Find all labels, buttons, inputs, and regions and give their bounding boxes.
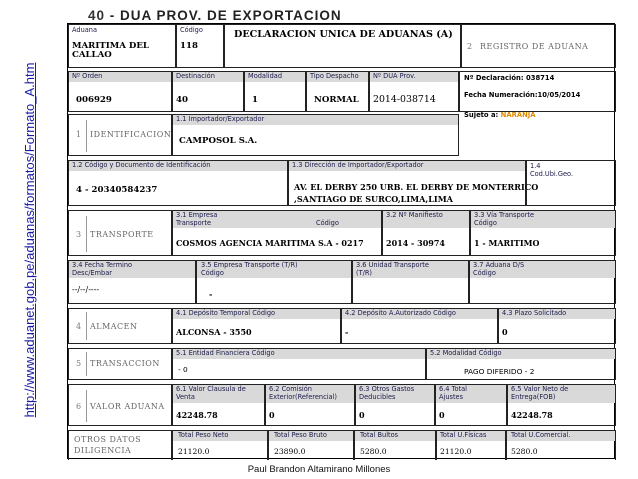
empresa-tr-label-2: Código	[201, 269, 224, 277]
codigo-doc-value: 4 - 20340584237	[76, 185, 158, 195]
peso-neto-value: 21120.0	[178, 447, 210, 456]
declaracion-label: Nº Declaración:	[464, 74, 524, 82]
clausula-label-1: 6.1 Valor Clausula de	[176, 385, 246, 393]
ucomercial-value: 5280.0	[511, 447, 538, 456]
ajustes-label-1: 6.4 Total	[439, 385, 467, 393]
manifiesto-value: 2014 - 30974	[386, 238, 445, 248]
source-url-link[interactable]: http://www.aduanet.gob.pe/aduanas/formatos/Formato_A.htm	[22, 62, 37, 418]
codigo-label: Código	[180, 26, 203, 34]
empresa-transporte-value: COSMOS AGENCIA MARITIMA S.A - 0217	[176, 238, 364, 248]
plazo-label: 4.3 Plazo Solicitado	[502, 309, 567, 317]
importador-label: 1.1 Importador/Exportador	[176, 115, 265, 123]
via-label-2: Código	[474, 219, 497, 227]
title-number: 40	[88, 8, 106, 23]
modalidad-value: 1	[252, 95, 258, 105]
peso-bruto-label: Total Peso Bruto	[274, 431, 327, 439]
via-value: 1 - MARITIMO	[474, 238, 540, 248]
sujeto-info	[464, 112, 536, 120]
deposito-temporal-label: 4.1 Depósito Temporal Código	[176, 309, 276, 317]
title-text: - DUA PROV. DE EXPORTACION	[109, 8, 342, 23]
comision-value: 0	[269, 410, 275, 420]
plazo-value: 0	[502, 327, 508, 337]
modalidad-pago-value: PAGO DIFERIDO - 2	[464, 367, 535, 376]
bultos-label: Total Bultos	[360, 431, 399, 439]
unidad-label-2: (T/R)	[356, 269, 372, 277]
section-6-number: 6	[76, 402, 82, 411]
section-1-number: 1	[76, 130, 82, 139]
document-title	[88, 8, 342, 23]
valor-aduana-label: VALOR ADUANA	[90, 402, 165, 411]
empresa-tr-label-1: 3.5 Empresa Transporte (T/R)	[201, 261, 298, 269]
direccion-label: 1.3 Dirección de Importador/Exportador	[292, 161, 424, 169]
empresa-codigo-label: Código	[316, 219, 339, 227]
otros-gastos-label-2: Deducibles	[359, 393, 396, 401]
orden-value: 006929	[76, 95, 112, 105]
codigo-doc-label: 1.2 Código y Documento de Identificación	[72, 161, 211, 169]
ufisicas-value: 21120.0	[440, 447, 472, 456]
aduana-ds-label-2: Código	[473, 269, 496, 277]
sujeto-value: NARANJA	[500, 111, 536, 119]
section-3-number: 3	[76, 230, 82, 239]
ubigeo-label-1: 1.4	[530, 162, 541, 170]
destinacion-label: Destinación	[176, 72, 215, 80]
destinacion-value: 40	[176, 95, 188, 105]
almacen-label: ALMACEN	[90, 322, 138, 331]
dua-prov-value: 2014-038714	[373, 94, 436, 105]
fecha-numeracion-info	[464, 92, 580, 100]
peso-bruto-value: 23890.0	[274, 447, 306, 456]
fecha-termino-value: --/--/----	[72, 285, 100, 294]
declaracion-value: 038714	[525, 74, 555, 82]
fecha-termino-label-1: 3.4 Fecha Termino	[72, 261, 133, 269]
modalidad-pago-label: 5.2 Modalidad Código	[430, 349, 502, 357]
tipo-despacho-label: Tipo Despacho	[310, 72, 359, 80]
ucomercial-label: Total U.Comercial.	[511, 431, 571, 439]
section-4-number: 4	[76, 322, 82, 331]
aduana-value: MARITIMA DEL CALLAO	[72, 41, 149, 61]
section-5-number: 5	[76, 359, 82, 368]
ajustes-label-2: Ajustes	[439, 393, 464, 401]
bultos-value: 5280.0	[360, 447, 387, 456]
empresa-label-1: 3.1 Empresa	[176, 211, 218, 219]
ubigeo-label-2: Cod.Ubi.Geo.	[530, 170, 574, 178]
otros-datos-label-2: DILIGENCIA	[74, 446, 132, 455]
ajustes-value: 0	[439, 410, 445, 420]
identificacion-label: IDENTIFICACION	[90, 130, 172, 139]
valor-neto-label-2: Entrega(FOB)	[511, 393, 556, 401]
comision-label-1: 6.2 Comisión	[269, 385, 312, 393]
entidad-financiera-value: - 0	[178, 365, 188, 374]
dua-form	[67, 23, 615, 459]
direccion-line-1: AV. EL DERBY 250 URB. EL DERBY DE MONTERRICO	[294, 182, 539, 192]
deposito-autorizado-value: -	[345, 327, 349, 337]
valor-neto-value: 42248.78	[511, 410, 553, 420]
transporte-label: TRANSPORTE	[90, 230, 154, 239]
sujeto-label: Sujeto a:	[464, 111, 499, 119]
otros-gastos-label-1: 6.3 Otros Gastos	[359, 385, 415, 393]
via-label-1: 3.3 Vía Transporte	[474, 211, 535, 219]
deposito-autorizado-label: 4.2 Depósito A.Autorizado Código	[345, 309, 456, 317]
aduana-ds-label-1: 3.7 Aduana D/S	[473, 261, 525, 269]
section-2-number: 2	[467, 42, 473, 51]
fecha-termino-label-2: Desc/Embar	[72, 269, 112, 277]
declaracion-info	[464, 75, 554, 83]
footer-author: Paul Brandon Altamirano Millones	[247, 464, 391, 475]
comision-label-2: Exterior(Referencial)	[269, 393, 337, 401]
peso-neto-label: Total Peso Neto	[178, 431, 229, 439]
empresa-tr-value: -	[209, 289, 213, 299]
registro-label: REGISTRO DE ADUANA	[480, 42, 589, 51]
otros-datos-label-1: OTROS DATOS	[74, 435, 142, 444]
direccion-line-2: ,SANTIAGO DE SURCO,LIMA,LIMA	[294, 194, 453, 204]
unidad-label-1: 3.6 Unidad Transporte	[356, 261, 429, 269]
clausula-value: 42248.78	[176, 410, 218, 420]
deposito-temporal-value: ALCONSA - 3550	[176, 327, 252, 337]
fecha-numeracion-value: 10/05/2014	[537, 91, 581, 99]
valor-neto-label-1: 6.5 Valor Neto de	[511, 385, 569, 393]
manifiesto-label: 3.2 Nº Manifiesto	[386, 211, 443, 219]
entidad-financiera-label: 5.1 Entidad Financiera Código	[176, 349, 275, 357]
orden-label: Nº Orden	[72, 72, 103, 80]
otros-gastos-value: 0	[359, 410, 365, 420]
empresa-label-2: Transporte	[176, 219, 211, 227]
declaracion-title: DECLARACION UNICA DE ADUANAS (A)	[234, 29, 453, 40]
modalidad-label: Modalidad	[248, 72, 283, 80]
importador-value: CAMPOSOL S.A.	[179, 136, 258, 146]
codigo-value: 118	[180, 41, 198, 51]
fecha-numeracion-label: Fecha Numeración:	[464, 91, 538, 99]
aduana-label: Aduana	[72, 26, 98, 34]
dua-prov-label: Nº DUA Prov.	[373, 72, 416, 80]
transaccion-label: TRANSACCION	[90, 359, 160, 368]
clausula-label-2: Venta	[176, 393, 195, 401]
ufisicas-label: Total U.Físicas	[440, 431, 487, 439]
tipo-despacho-value: NORMAL	[314, 95, 359, 105]
